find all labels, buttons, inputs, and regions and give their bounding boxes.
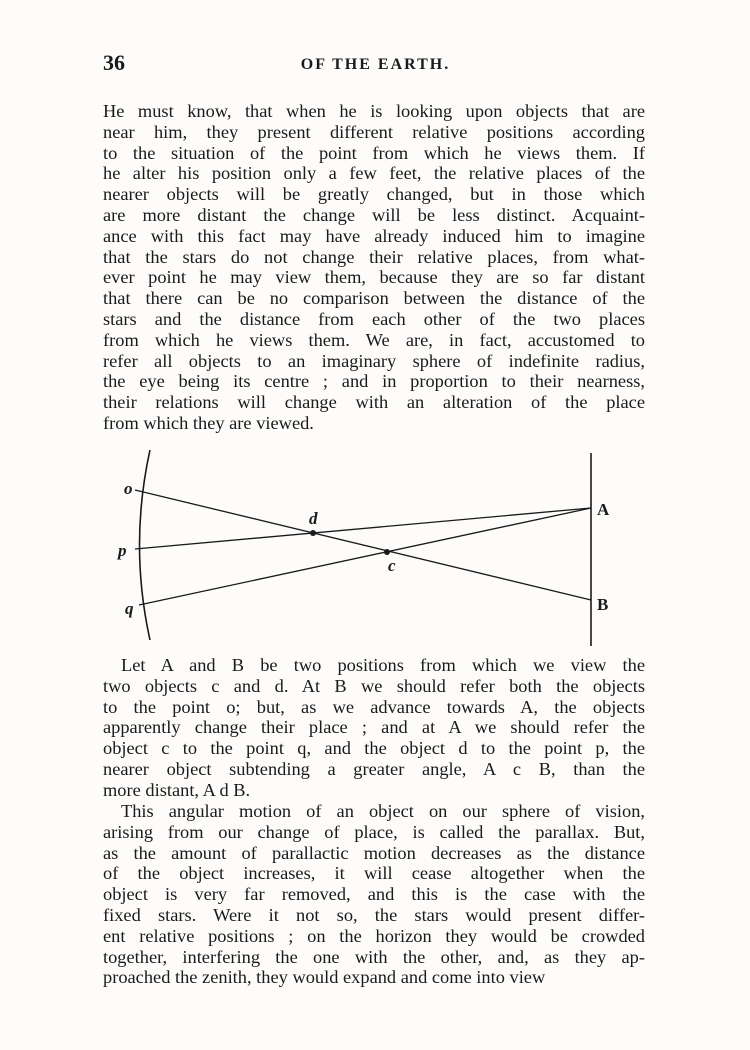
label-q: q — [125, 599, 134, 618]
label-b: B — [597, 595, 609, 614]
running-head: OF THE EARTH. — [300, 56, 451, 73]
text-line: This angular motion of an object on our sphere of vision, — [121, 801, 645, 821]
paragraph-3 — [103, 801, 645, 988]
text-line: proached the zenith, they would expand and come into view — [103, 967, 546, 988]
text-line: apparently change their place ; and at A we should refer the — [103, 717, 645, 738]
label-c: c — [388, 556, 396, 575]
text-line: Let A and B be two positions from which we view the — [121, 655, 645, 675]
text-line: arising from our change of place, is called the parallax. But, — [103, 821, 645, 842]
paragraph-1 — [103, 101, 645, 434]
text-line: he alter his position only a few feet, the relative places of the — [103, 163, 645, 184]
text-line: to the point o; but, as we advance towards A, the objects — [103, 696, 645, 717]
object-c — [384, 549, 390, 555]
text-line: as the amount of parallactic motion decreases as the distance — [103, 842, 645, 863]
text-line: are more distant the change will be less distinct. Acquaint- — [103, 204, 645, 225]
page-header — [103, 50, 648, 80]
text-line: that there can be no comparison between the distance of the — [103, 288, 645, 309]
text-line: nearer objects will be greatly changed, but in those which — [103, 184, 645, 205]
parallax-diagram — [115, 450, 635, 650]
text-line: from which they are viewed. — [103, 412, 314, 433]
text-line: fixed stars. Were it not so, the stars would present differ- — [103, 904, 645, 925]
label-p: p — [118, 541, 127, 560]
text-line: more distant, A d B. — [103, 779, 251, 800]
text-line: ever point he may view them, because they are so far distant — [103, 267, 645, 288]
text-line: nearer object subtending a greater angle, A c B, than the — [103, 758, 645, 779]
text-line: He must know, that when he is looking upon objects that are — [103, 101, 645, 121]
paragraph-2 — [103, 655, 645, 801]
label-a: A — [597, 500, 610, 519]
text-line: ance with this fact may have already induced him to imagine — [103, 225, 645, 246]
text-line: the eye being its centre ; and in proportion to their nearness, — [103, 371, 645, 392]
text-line: object c to the point q, and the object d to the point p, the — [103, 738, 645, 759]
text-line: together, interfering the one with the other, and, as they ap- — [103, 946, 645, 967]
label-o: o — [124, 479, 133, 498]
text-line: object is very far removed, and this is the case with the — [103, 884, 645, 905]
sight-line-a-to-q — [139, 508, 591, 605]
text-line: two objects c and d. At B we should refer both the objects — [103, 675, 645, 696]
text-line: refer all objects to an imaginary sphere of indefinite radius, — [103, 350, 645, 371]
text-line: that the stars do not change their relative places, from what- — [103, 246, 645, 267]
text-line: ent relative positions ; on the horizon they would be crowded — [103, 925, 645, 946]
parallax-diagram-svg — [115, 450, 635, 650]
sphere-arc — [140, 450, 151, 640]
text-line: near him, they present different relative positions according — [103, 121, 645, 142]
object-d — [310, 530, 316, 536]
page-number: 36 — [103, 50, 125, 75]
text-line: to the situation of the point from which he views them. If — [103, 142, 645, 163]
sight-line-b-to-o — [135, 490, 591, 600]
label-d: d — [309, 509, 318, 528]
text-line: of the object increases, it will cease altogether when the — [103, 863, 645, 884]
text-line: from which he views them. We are, in fact, accustomed to — [103, 329, 645, 350]
text-line: their relations will change with an alteration of the place — [103, 392, 645, 413]
sight-line-a-to-p — [135, 508, 591, 549]
text-line: stars and the distance from each other of the two places — [103, 308, 645, 329]
